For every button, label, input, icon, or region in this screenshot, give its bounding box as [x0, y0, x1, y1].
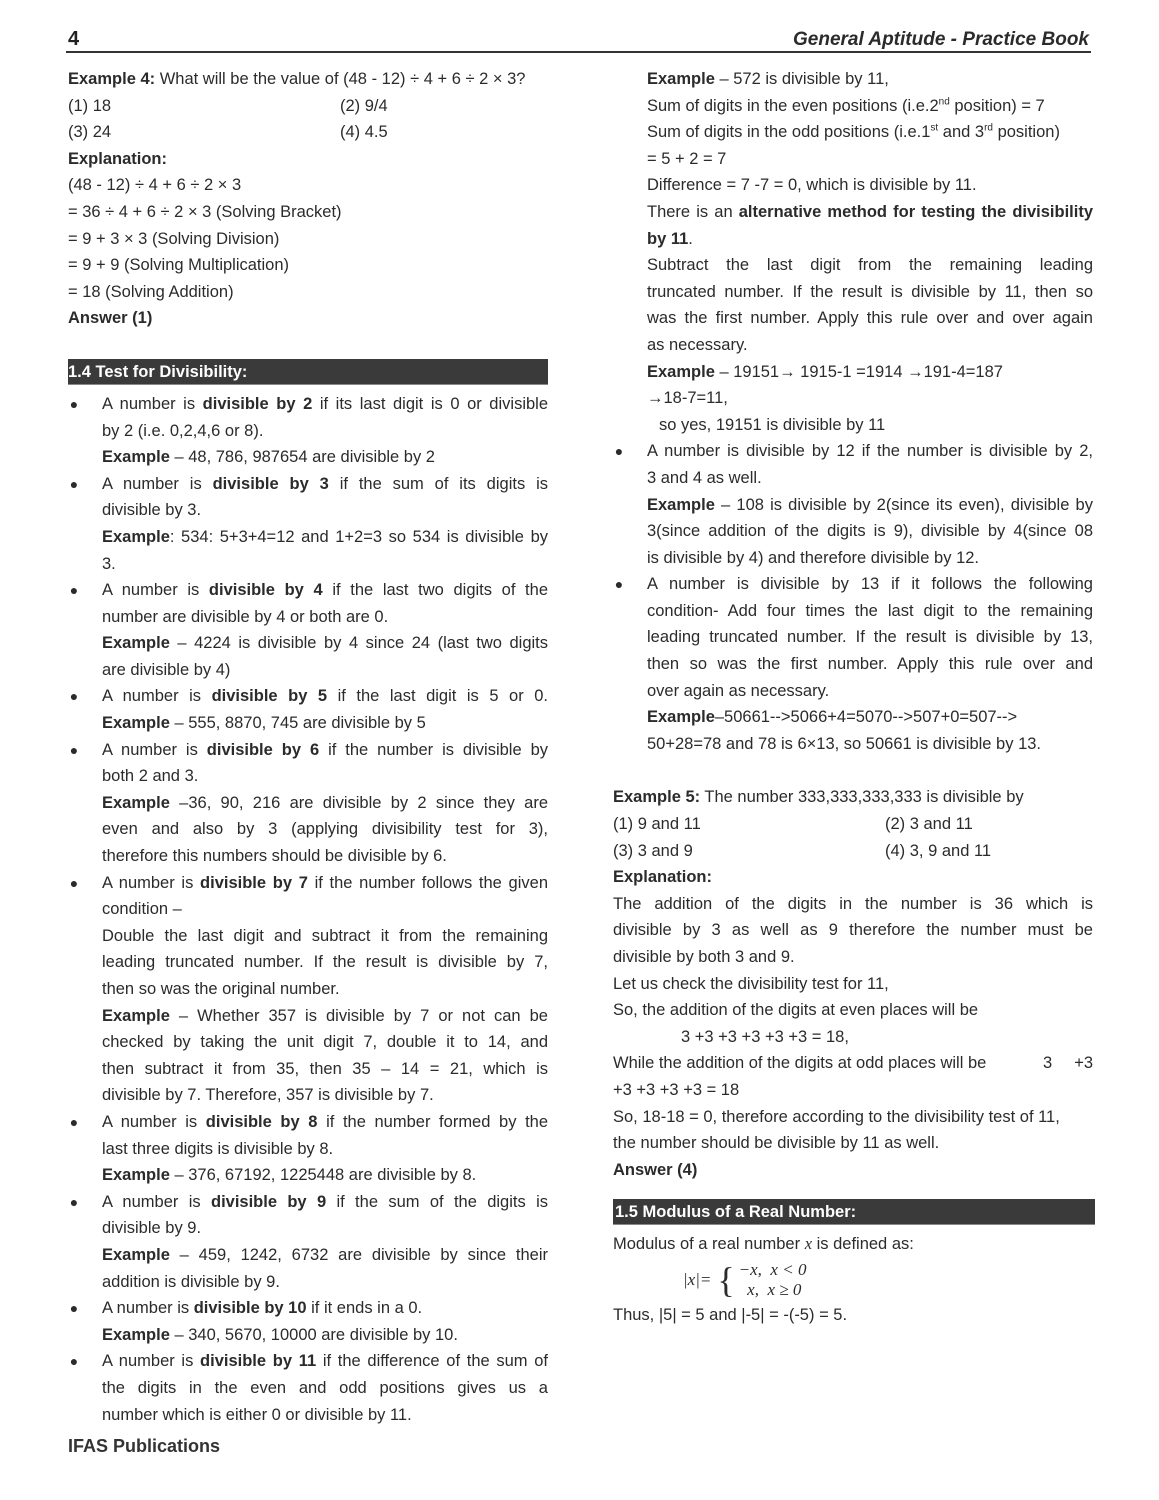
rule-example-cont: is divisible by 4) and therefore divisible by 12.	[647, 548, 980, 567]
book-title: General Aptitude - Practice Book	[793, 29, 1089, 50]
text-line: Let us check the divisibility test for 11,	[613, 974, 889, 993]
step: = 9 + 3 × 3 (Solving Division)	[68, 229, 280, 248]
bullet-icon: ●	[69, 1353, 79, 1370]
rule-text: A number is divisible by 4 if the last two digits of the	[102, 581, 548, 600]
rule-text: A number is divisible by 11 if the difference of the sum of	[102, 1352, 548, 1371]
modulus-definition	[613, 1258, 1093, 1302]
rule-text: then so was the first number. Apply this rule over and	[647, 655, 1093, 674]
rule-text-cont: leading truncated number. If the result is divisible by 7,	[102, 953, 548, 972]
alt-example-conclusion: so yes, 19151 is divisible by 11	[659, 415, 886, 434]
page-number: 4	[68, 28, 80, 50]
publisher-footer: IFAS Publications	[68, 1436, 221, 1456]
bullet-icon: ●	[69, 582, 79, 599]
bullet-icon: ●	[69, 1113, 79, 1130]
text-line: truncated number. If the result is divisible by 11, then so	[647, 282, 1093, 301]
rule-item	[68, 1348, 548, 1428]
option-1: (1) 9 and 11	[613, 815, 701, 834]
rule-example-cont: 3.	[102, 554, 116, 573]
text-line: So, 18-18 = 0, therefore according to the divisibility test of 11,	[613, 1107, 1060, 1126]
section-heading-1-4: 1.4 Test for Divisibility:	[68, 359, 548, 385]
rule-text: A number is divisible by 12 if the number is divisible by 2,	[647, 442, 1093, 461]
rule-item	[68, 1189, 548, 1295]
odd-sum: +3 +3 +3 +3 = 18	[613, 1080, 740, 1099]
rule-text-cont: both 2 and 3.	[102, 767, 199, 786]
rule-div-12	[613, 438, 1093, 571]
rule-text: A number is divisible by 7 if the number follows the given	[102, 873, 548, 892]
left-column	[68, 66, 548, 1428]
rule-example: Example – 48, 786, 987654 are divisible by 2	[102, 448, 435, 467]
rule-item	[68, 683, 548, 736]
rule-text-cont: condition –	[102, 900, 182, 919]
modulus-intro: Modulus of a real number x is defined as:	[613, 1234, 914, 1254]
rule-text: A number is divisible by 9 if the sum of the digits is	[102, 1192, 548, 1211]
step: = 36 ÷ 4 + 6 ÷ 2 × 3 (Solving Bracket)	[68, 202, 342, 221]
odd-places-line: While the addition of the digits at odd places will be 3 +3	[613, 1054, 1093, 1073]
text-line: The addition of the digits in the number is 36 which is	[613, 894, 1093, 913]
section-heading-1-5: 1.5 Modulus of a Real Number:	[613, 1199, 1095, 1225]
divisibility-rules-list	[68, 391, 548, 1428]
bullet-icon: ●	[69, 874, 79, 891]
bullet-icon: ●	[69, 395, 79, 412]
options-row	[68, 93, 548, 120]
rule-text: 3 and 4 as well.	[647, 468, 762, 487]
rule-example: Example: 534: 5+3+4=12 and 1+2=3 so 534 is divisible by	[102, 527, 548, 546]
explanation-label: Explanation:	[68, 149, 168, 168]
alt-example: Example – 19151→ 1915-1 =1914 →191-4=187	[647, 362, 1003, 381]
rule-example-cont: 3(since addition of the digits is 9), divisible by 4(since 08	[647, 522, 1093, 541]
options-row	[613, 811, 1093, 838]
option-2: (2) 9/4	[340, 96, 388, 115]
text-line: Subtract the last digit from the remaining leading	[647, 256, 1093, 275]
example-label: Example 4:	[68, 70, 156, 88]
example-question: The number 333,333,333,333 is divisible by	[700, 788, 1024, 807]
brace-icon: {	[717, 1259, 735, 1300]
bullet-icon: ●	[614, 576, 624, 593]
rule-example: Example – 108 is divisible by 2(since its even), divisible by	[647, 495, 1093, 514]
bullet-icon: ●	[69, 741, 79, 758]
alt-method-line: There is an alternative method for testing the divisibility	[647, 202, 1094, 221]
rule-example: Example –36, 90, 216 are divisible by 2 since they are	[102, 793, 548, 812]
text-line: the number should be divisible by 11 as well.	[613, 1134, 940, 1153]
explanation-label: Explanation:	[613, 868, 713, 887]
even-positions-line: Sum of digits in the even positions (i.e.2nd position) = 7	[647, 96, 1045, 115]
rule-text: leading truncated number. If the result is divisible by 13,	[647, 628, 1093, 647]
rule-text-cont: the digits in the even and odd positions gives us a	[102, 1378, 548, 1397]
option-4: (4) 4.5	[340, 123, 388, 142]
option-2: (2) 3 and 11	[885, 815, 973, 834]
rule-text-cont: by 2 (i.e. 0,2,4,6 or 8).	[102, 421, 264, 440]
example-label: Example 5:	[613, 788, 701, 807]
rule-example-cont: are divisible by 4)	[102, 660, 231, 679]
options-row	[68, 119, 548, 146]
alt-example-cont: →18-7=11,	[647, 389, 728, 408]
rule-example: Example–50661-->5066+4=5070-->507+0=507-->	[647, 708, 1018, 727]
example-5	[613, 784, 1093, 1183]
rule-example: Example – 555, 8870, 745 are divisible by 5	[102, 714, 426, 733]
cases: −x, x < 0 x, x ≥ 0	[738, 1259, 807, 1299]
odd-positions-line: Sum of digits in the odd positions (i.e.1st and 3rd position)	[647, 122, 1060, 142]
text-line: divisible by 3 as well as 9 therefore the number must be	[613, 921, 1093, 940]
modulus-lhs: |x|=	[683, 1269, 712, 1289]
rule-text-cont: last three digits is divisible by 8.	[102, 1139, 334, 1158]
rule-text: condition- Add four times the last digit to the remaining	[647, 601, 1093, 620]
rule-example-cont: even and also by 3 (applying divisibility test for 3),	[102, 820, 548, 839]
rule-item	[68, 737, 548, 870]
div11-example	[613, 66, 1093, 438]
option-3: (3) 3 and 9	[613, 841, 693, 860]
option-1: (1) 18	[68, 96, 112, 115]
rule-text: over again as necessary.	[647, 681, 830, 700]
rule-example-cont: 50+28=78 and 78 is 6×13, so 50661 is divisible by 13.	[647, 734, 1042, 753]
rule-text: A number is divisible by 8 if the number formed by the	[102, 1112, 549, 1131]
even-sum: 3 +3 +3 +3 +3 +3 = 18,	[681, 1027, 849, 1046]
option-4: (4) 3, 9 and 11	[885, 841, 992, 860]
modulus-example: Thus, |5| = 5 and |-5| = -(-5) = 5.	[613, 1305, 848, 1324]
bullet-icon: ●	[69, 475, 79, 492]
difference-line: Difference = 7 -7 = 0, which is divisible by 11.	[647, 176, 977, 195]
step: = 9 + 9 (Solving Multiplication)	[68, 256, 290, 275]
rule-text: A number is divisible by 5 if the last digit is 5 or 0.	[102, 687, 549, 706]
text-line: divisible by both 3 and 9.	[613, 948, 795, 966]
rule-example-cont: then subtract it from 35, then 35 – 14 = 21, which is	[102, 1059, 548, 1078]
step: = 18 (Solving Addition)	[68, 282, 234, 301]
rule-item	[68, 471, 548, 577]
text-line: was the first number. Apply this rule over and over again	[647, 309, 1093, 328]
rule-example-cont: addition is divisible by 9.	[102, 1272, 280, 1291]
rule-item	[68, 1295, 548, 1348]
rule-example: Example – 459, 1242, 6732 are divisible by since their	[102, 1245, 548, 1264]
rule-text: A number is divisible by 3 if the sum of its digits is	[102, 474, 548, 493]
rule-text-cont: divisible by 9.	[102, 1219, 202, 1238]
rule-example: Example – Whether 357 is divisible by 7 or not can be	[102, 1006, 548, 1025]
rule-text-cont: number which is either 0 or divisible by 11.	[102, 1405, 412, 1424]
rule-example: Example – 340, 5670, 10000 are divisible by 10.	[102, 1325, 458, 1344]
rule-text-cont: Double the last digit and subtract it from the remaining	[102, 926, 548, 945]
example-label: Example	[647, 70, 715, 88]
rule-text: A number is divisible by 6 if the number is divisible by	[102, 740, 548, 759]
bullet-icon: ●	[69, 688, 79, 705]
rule-text-cont: divisible by 3.	[102, 501, 202, 520]
bullet-icon: ●	[69, 1300, 79, 1317]
rule-example: Example – 376, 67192, 1225448 are divisible by 8.	[102, 1166, 477, 1185]
rule-item	[68, 870, 548, 1109]
rule-item	[68, 1109, 548, 1189]
rule-item	[68, 577, 548, 683]
bullet-icon: ●	[614, 443, 624, 460]
option-3: (3) 24	[68, 123, 112, 142]
example-text: – 572 is divisible by 11,	[714, 70, 889, 88]
rule-text-cont: then so was the original number.	[102, 980, 340, 998]
options-row	[613, 838, 1093, 865]
bullet-icon: ●	[69, 1193, 79, 1210]
rule-item	[68, 391, 548, 471]
rule-text-cont: number are divisible by 4 or both are 0.	[102, 607, 389, 626]
rule-example: Example – 4224 is divisible by 4 since 24 (last two digits	[102, 634, 548, 653]
rule-example-cont: divisible by 7. Therefore, 357 is divisible by 7.	[102, 1086, 434, 1105]
rule-div-13	[613, 571, 1093, 757]
answer: Answer (4)	[613, 1160, 698, 1179]
header-rule	[66, 51, 1091, 53]
answer: Answer (1)	[68, 309, 153, 328]
example-4	[68, 66, 548, 332]
step: (48 - 12) ÷ 4 + 6 ÷ 2 × 3	[68, 176, 242, 195]
rule-text: A number is divisible by 13 if it follows the following	[647, 575, 1093, 594]
text-line: as necessary.	[647, 335, 748, 354]
rule-example-cont: therefore this numbers should be divisible by 6.	[102, 847, 447, 866]
odd-sum: = 5 + 2 = 7	[647, 149, 727, 168]
text-line: So, the addition of the digits at even places will be	[613, 1001, 979, 1020]
example-question: What will be the value of (48 - 12) ÷ 4 + 6 ÷ 2 × 3?	[155, 70, 526, 88]
alt-method-line-2: by 11.	[647, 229, 693, 248]
right-column	[613, 66, 1093, 1329]
rule-text: A number is divisible by 2 if its last digit is 0 or divisible	[102, 394, 549, 413]
rule-text: A number is divisible by 10 if it ends in a 0.	[102, 1299, 423, 1318]
rule-example-cont: checked by taking the unit digit 7, double it to 14, and	[102, 1033, 548, 1052]
